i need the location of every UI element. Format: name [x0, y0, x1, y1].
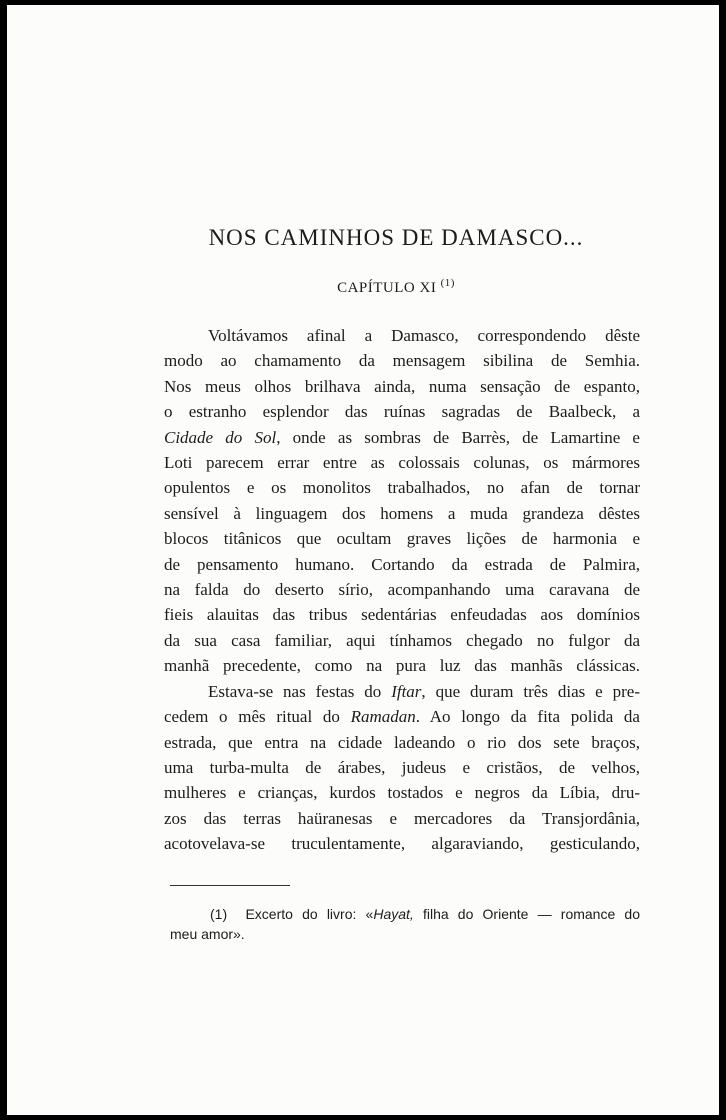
text-line: acotovelava-se truculentamente, algaraviando, gesticulando, — [164, 834, 640, 854]
text-line: sensível à linguagem dos homens a muda grandeza dêstes — [164, 503, 640, 523]
text-line: Voltávamos afinal a Damasco, correspondendo dêste — [208, 326, 640, 345]
text-line: estrada, que entra na cidade ladeando o rio dos sete braços, — [164, 732, 640, 752]
body-text — [164, 323, 640, 857]
text-line: opulentos e os monolitos trabalhados, no afan de tornar — [164, 478, 640, 498]
chapter-label: CAPÍTULO XI — [337, 280, 437, 296]
footnote-divider — [170, 885, 290, 886]
text-line: Loti parecem errar entre as colossais colunas, os mármores — [164, 453, 640, 473]
chapter-number — [0, 277, 726, 297]
footnote — [170, 904, 640, 944]
text-line: na falda do deserto sírio, acompanhando uma caravana de — [164, 580, 640, 600]
text-line: zos das terras haüranesas e mercadores da Transjordânia, — [164, 808, 640, 828]
text-line: Nos meus olhos brilhava ainda, numa sensação de espanto, — [164, 376, 640, 396]
text-line: manhã precedente, como na pura luz das manhãs clássicas. — [164, 656, 640, 676]
text-line: uma turba-multa de árabes, judeus e cristãos, de velhos, — [164, 757, 640, 777]
book-page — [7, 5, 719, 1115]
italic-phrase: Cidade do Sol — [164, 427, 277, 447]
text-line: fieis alauitas das tribus sedentárias enfeudadas aos domínios — [164, 605, 640, 625]
footnote-marker: (1) — [210, 906, 228, 922]
chapter-title: NOS CAMINHOS DE DAMASCO... — [208, 225, 584, 250]
text-line: cedem o mês ritual do Ramadan. Ao longo da fita polida da — [164, 707, 640, 727]
chapter-footnote-ref: (1) — [440, 277, 455, 289]
italic-phrase: Iftar — [391, 681, 422, 701]
text-line: Cidade do Sol, onde as sombras de Barrès, de Lamartine e — [164, 427, 640, 447]
text-line: modo ao chamamento da mensagem sibilina de Semhia. — [164, 351, 640, 371]
text-line: o estranho esplendor das ruínas sagradas de Baalbeck, a — [164, 402, 640, 422]
footnote-line: (1) Excerto do livro: «Hayat, filha do Oriente — romance do — [210, 906, 640, 922]
text-line: de pensamento humano. Cortando da estrada de Palmira, — [164, 554, 640, 574]
footnote-line: meu amor». — [170, 926, 245, 942]
italic-phrase: Hayat, — [373, 906, 414, 922]
text-line: mulheres e crianças, kurdos tostados e negros da Líbia, dru- — [164, 783, 640, 803]
italic-phrase: Ramadan — [350, 707, 416, 727]
text-line: da sua casa familiar, aqui tínhamos chegado no fulgor da — [164, 630, 640, 650]
text-line: blocos titânicos que ocultam graves lições de harmonia e — [164, 529, 640, 549]
text-line: Estava-se nas festas do Iftar, que duram três dias e pre- — [208, 681, 640, 701]
